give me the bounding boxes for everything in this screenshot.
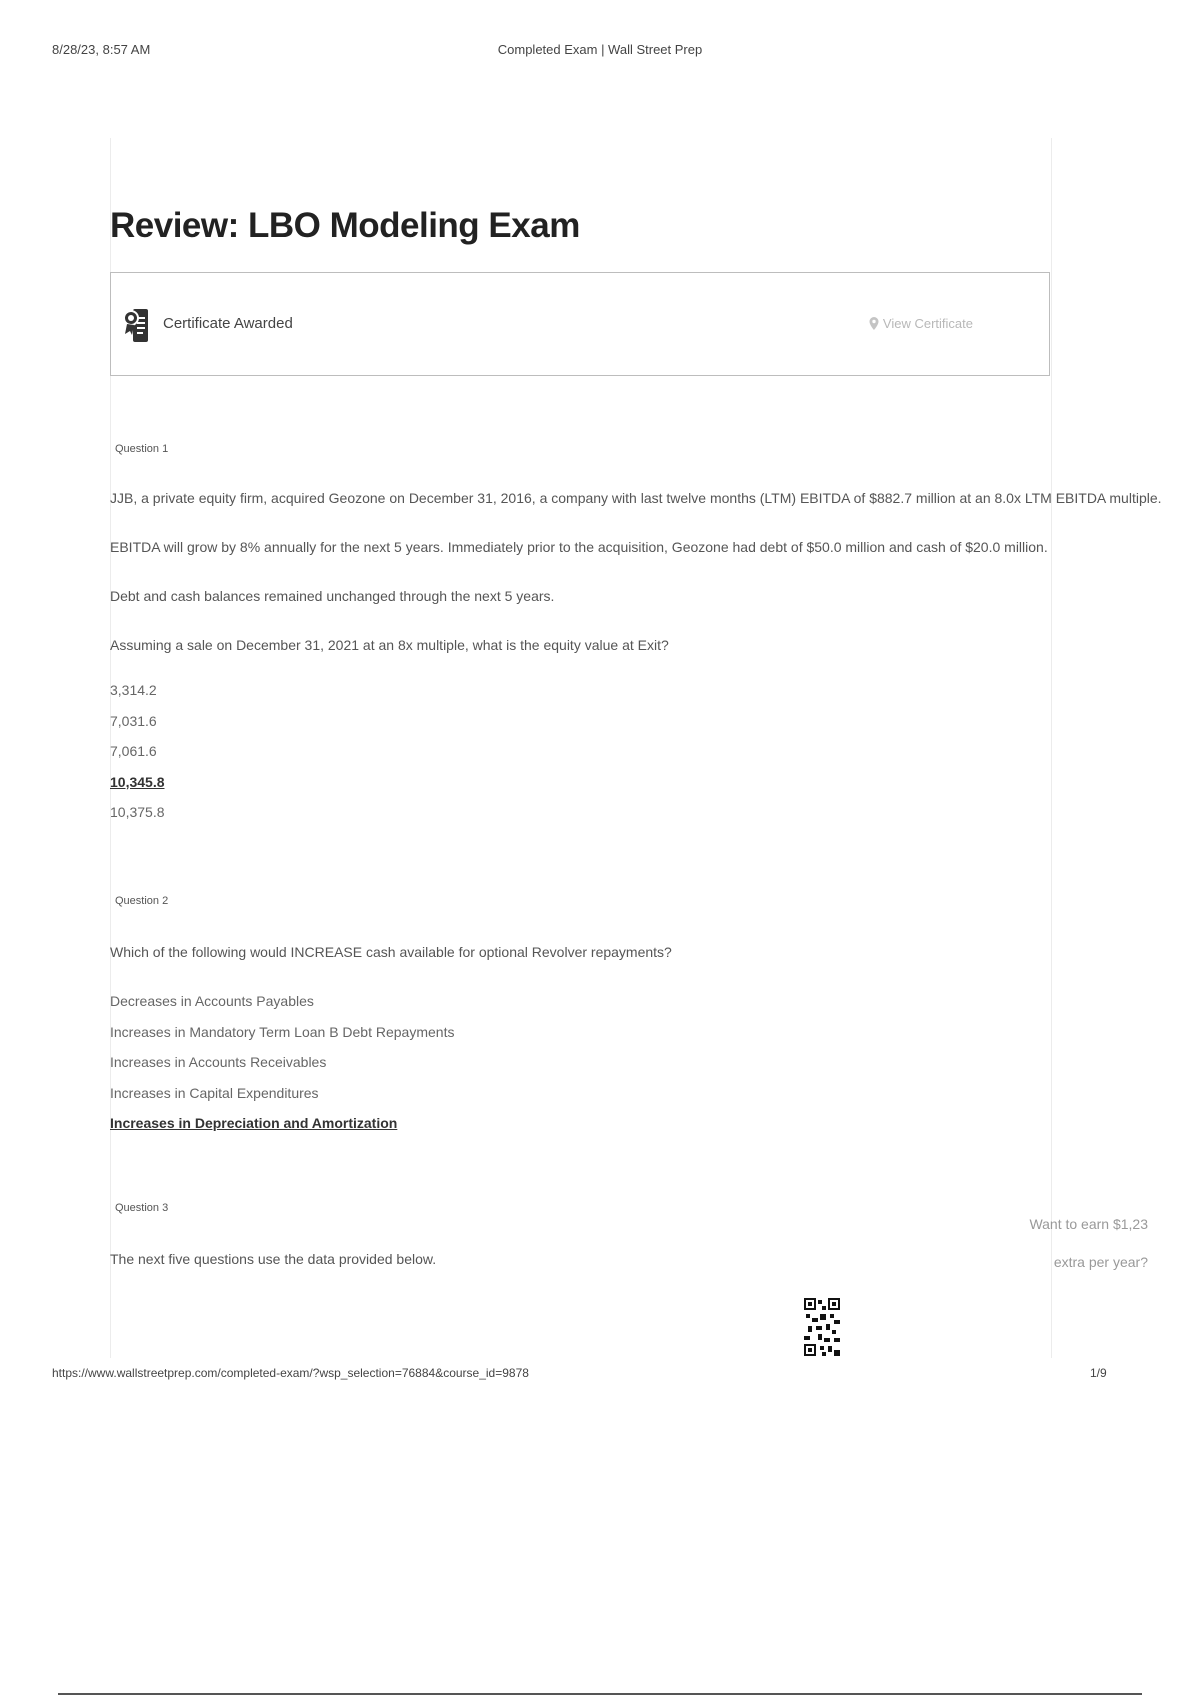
location-pin-icon [869,317,879,330]
page-number: 1/9 [1090,1366,1107,1380]
question-1-label: Question 1 [115,443,169,455]
correct-answer-option: 10,345.8 [110,773,165,790]
promo-line: Want to earn $1,23 [1029,1216,1148,1232]
view-certificate-label: View Certificate [882,316,973,331]
question-2-paragraph: Which of the following would INCREASE cash available for optional Revolver repayments? [110,944,672,960]
question-1-answers [110,675,165,828]
answer-option: Increases in Accounts Receivables [110,1054,327,1070]
print-header [0,40,1200,60]
answer-option: 3,314.2 [110,682,157,698]
question-3-label: Question 3 [115,1202,169,1214]
question-2-label: Question 2 [115,895,169,907]
question-3-paragraph: The next five questions use the data provided below. [110,1251,437,1267]
promo-banner[interactable] [1029,1205,1148,1281]
question-1-paragraph: Debt and cash balances remained unchanged through the next 5 years. [110,588,555,604]
exam-title: Review: LBO Modeling Exam [110,206,580,245]
answer-option: Increases in Capital Expenditures [110,1084,319,1101]
answer-option: 7,061.6 [110,743,157,759]
answer-option: 7,031.6 [110,712,157,729]
answer-option: Increases in Mandatory Term Loan B Debt Repayments [110,1023,455,1040]
qr-code-icon [804,1298,840,1356]
promo-line: extra per year? [1053,1254,1148,1270]
answer-option: 10,375.8 [110,804,165,820]
answer-option: Decreases in Accounts Payables [110,993,314,1009]
view-certificate-link[interactable] [869,316,973,331]
question-2-answers [110,986,454,1139]
certificate-icon [123,305,149,345]
print-datetime: 8/28/23, 8:57 AM [52,42,151,57]
certificate-label: Certificate Awarded [163,315,293,332]
question-1-paragraph: Assuming a sale on December 31, 2021 at an 8x multiple, what is the equity value at Exit? [110,637,669,653]
question-1-paragraph: EBITDA will grow by 8% annually for the next 5 years. Immediately prior to the acquisition, Geozone had debt of $50.0 million and cash of $20.0 million. [110,539,1048,555]
certificate-box [110,272,1050,376]
question-1-paragraph: JJB, a private equity firm, acquired Geozone on December 31, 2016, a company with last twelve months (LTM) EBITDA of $882.7 million at an 8.0x LTM EBITDA multiple. [110,490,1162,506]
print-page-title: Completed Exam | Wall Street Prep [497,42,703,57]
correct-answer-option: Increases in Depreciation and Amortization [110,1115,398,1131]
divider [58,1693,1142,1695]
print-url: https://www.wallstreetprep.com/completed-exam/?wsp_selection=76884&course_id=9878 [52,1366,529,1380]
